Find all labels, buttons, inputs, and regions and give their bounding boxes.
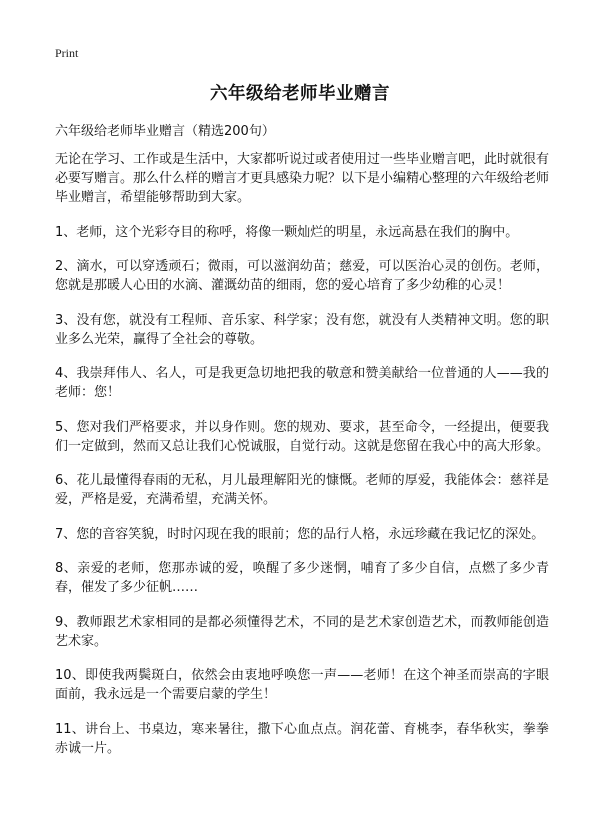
list-item: 11、讲台上、书桌边，寒来暑往，撒下心血点点。润花蕾、育桃李，春华秋实，拳拳赤诚一片。: [55, 721, 549, 756]
list-item: 5、您对我们严格要求，并以身作则。您的规劝、要求，甚至命令，一经提出，便要我们一定做到，然而又总让我们心悦诚服，自觉行动。这就是您留在我心中的高大形象。: [55, 419, 550, 454]
list-item: 1、老师，这个光彩夺目的称呼，将像一颗灿烂的明星，永远高悬在我们的胸中。: [55, 224, 519, 240]
list-item: 6、花儿最懂得春雨的无私，月儿最理解阳光的慷慨。老师的厚爱，我能体会：慈祥是爱，严格是爱，充满希望，充满关怀。: [55, 473, 549, 507]
print-link[interactable]: Print: [55, 46, 79, 60]
intro-paragraph: 无论在学习、工作或是生活中，大家都听说过或者使用过一些毕业赠言吧，此时就很有必要写赠言。那么什么样的赠言才更具感染力呢？以下是小编精心整理的六年级给老师毕业赠言，希望能够帮助到大家。: [55, 152, 550, 205]
list-item: 3、没有您，就没有工程师、音乐家、科学家；没有您，就没有人类精神文明。您的职业多么光荣，赢得了全社会的尊敬。: [55, 312, 549, 347]
document-subtitle: 六年级给老师毕业赠言（精选200句）: [55, 124, 275, 139]
list-item: 10、即使我两鬓斑白，依然会由衷地呼唤您一声——老师！在这个神圣而崇高的字眼面前，我永远是一个需要启蒙的学生！: [55, 668, 549, 702]
list-item: 7、您的音容笑貌，时时闪现在我的眼前；您的品行人格，永远珍藏在我记忆的深处。: [55, 526, 545, 542]
list-item: 4、我崇拜伟人、名人，可是我更急切地把我的敬意和赞美献给一位普通的人——我的老师：您！: [55, 366, 549, 400]
document-body: [55, 150, 549, 773]
page-title: 六年级给老师毕业赠言: [210, 84, 390, 104]
list-item: 2、滴水，可以穿透顽石；微雨，可以滋润幼苗；慈爱，可以医治心灵的创伤。老师，您就是那暖人心田的水滴、灌溉幼苗的细雨，您的爱心培育了多少幼稚的心灵！: [55, 259, 549, 293]
list-item: 8、亲爱的老师，您那赤诚的爱，唤醒了多少迷惘，哺育了多少自信，点燃了多少青春，催发了多少征帆……: [55, 561, 549, 595]
list-item: 9、教师跟艺术家相同的是都必须懂得艺术，不同的是艺术家创造艺术，而教师能创造艺术家。: [55, 614, 549, 649]
